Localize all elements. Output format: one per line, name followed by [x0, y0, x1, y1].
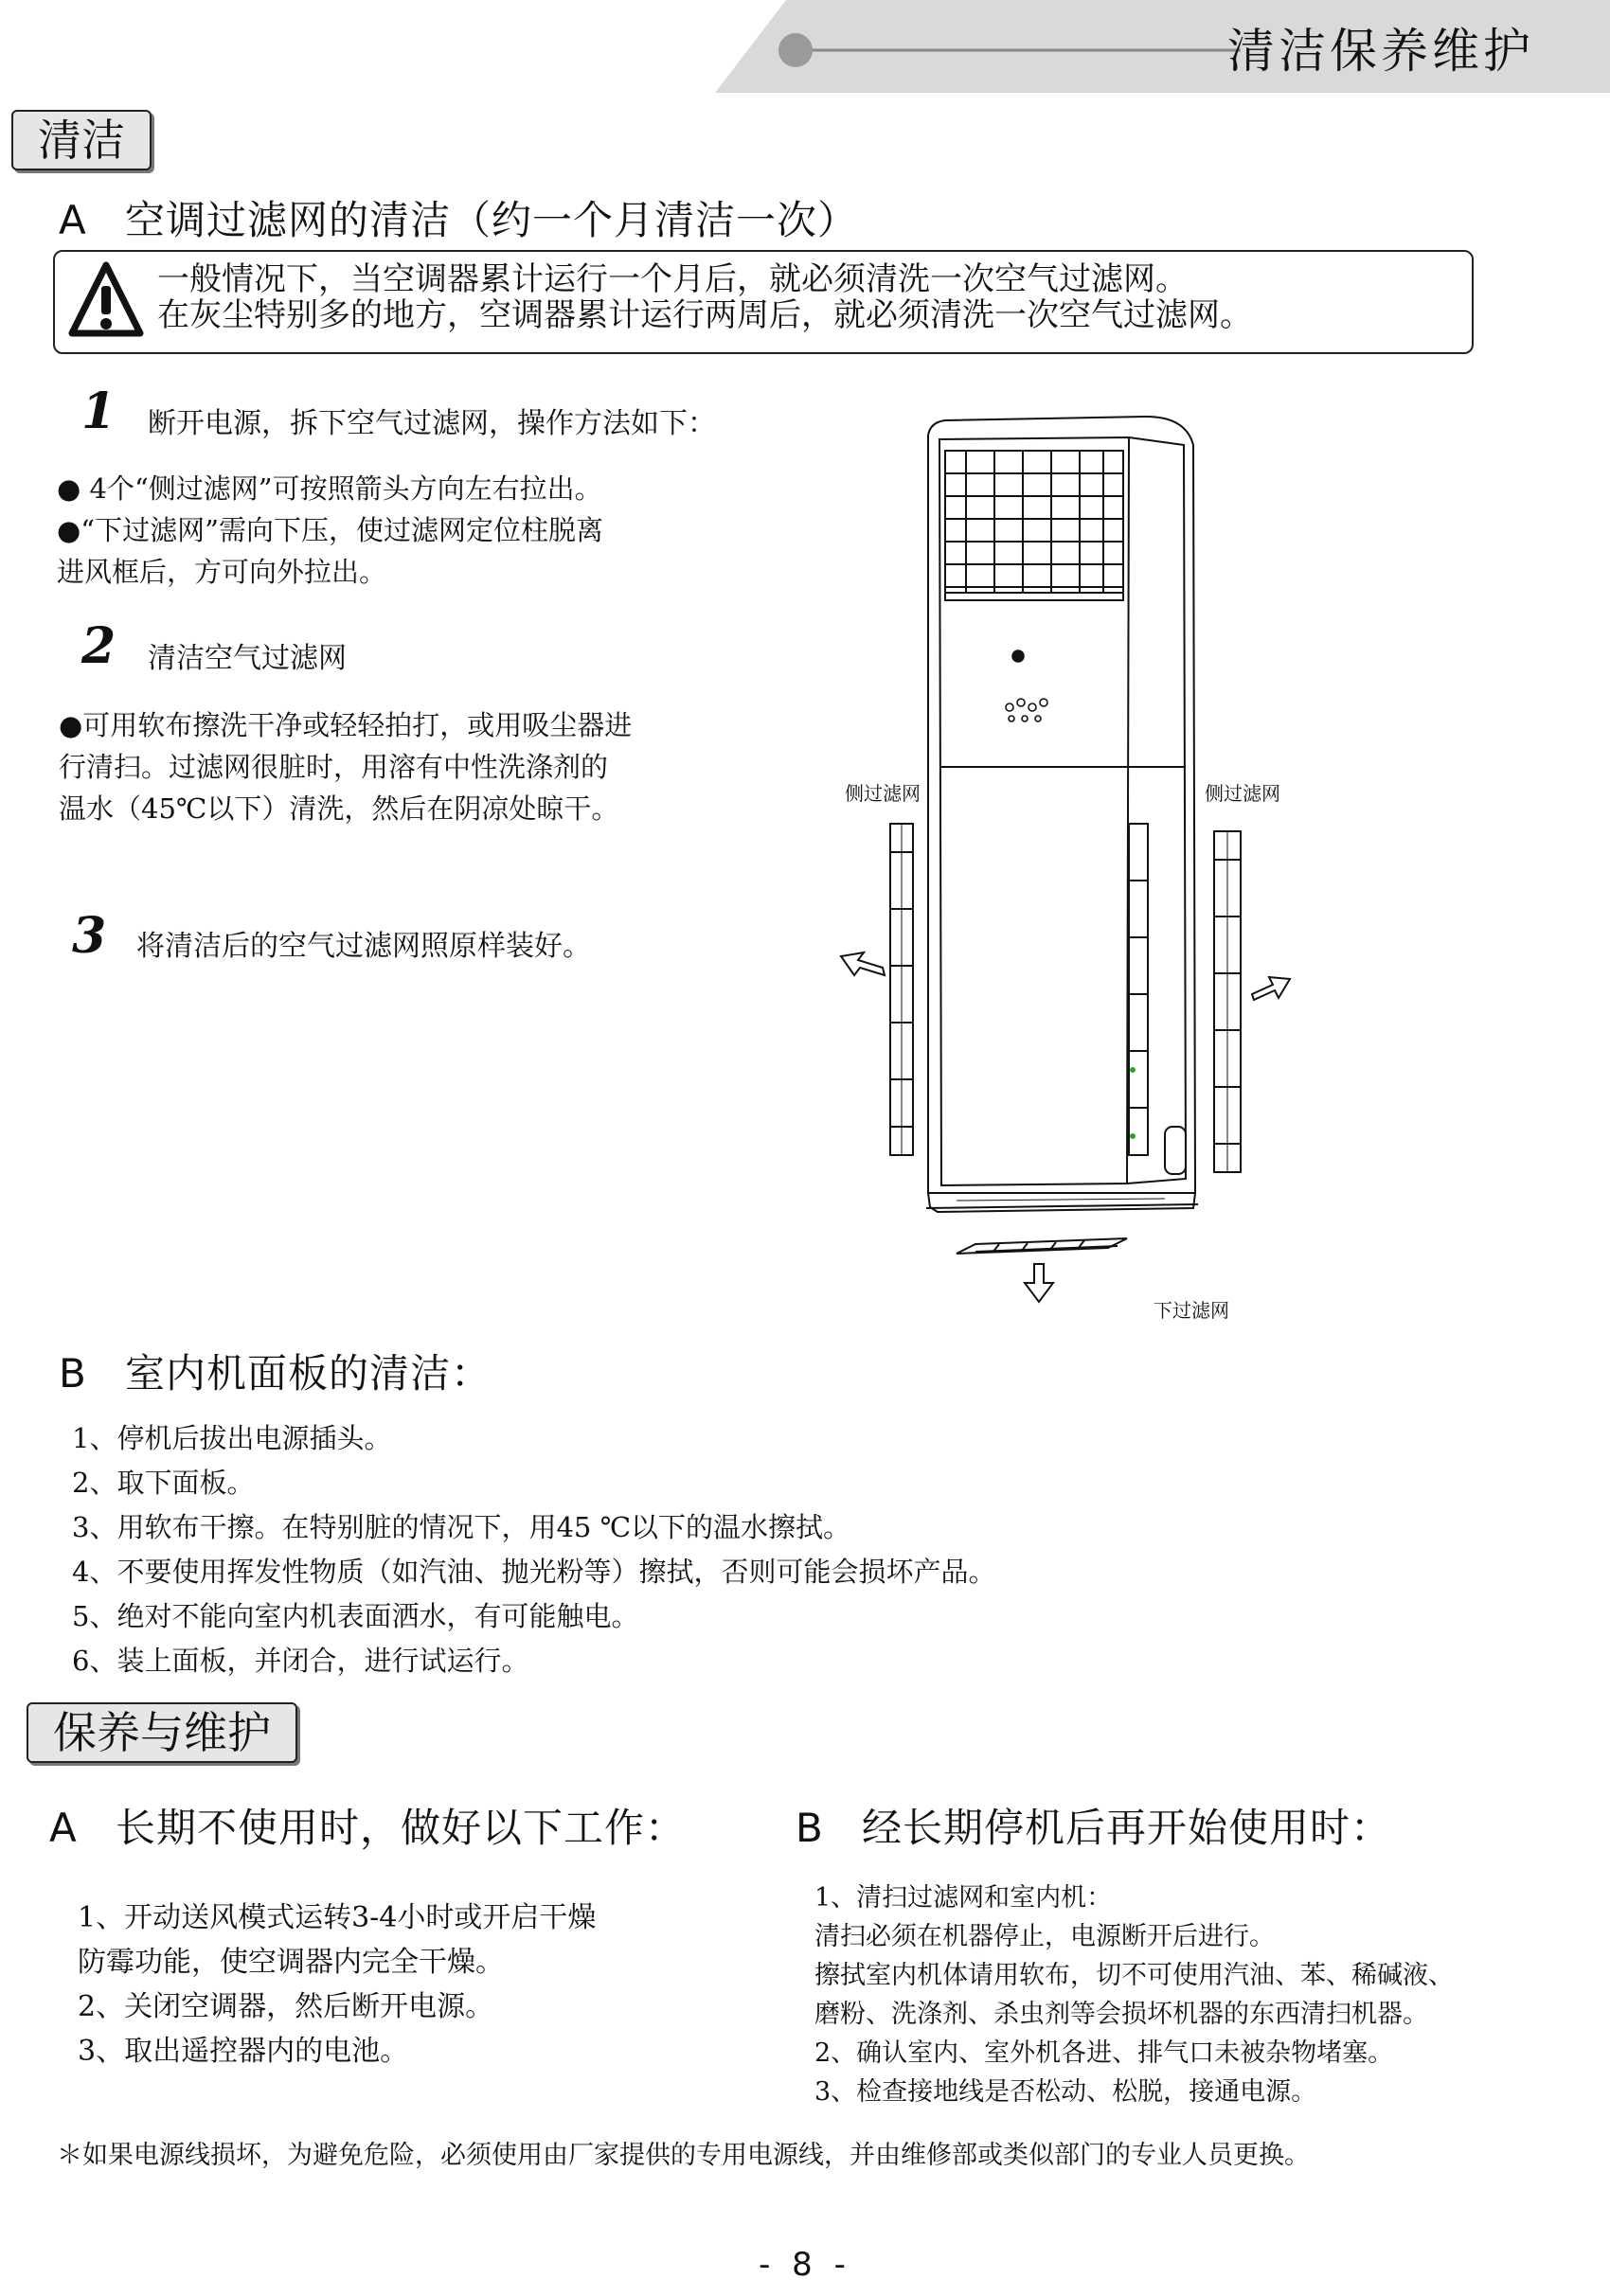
list-item: 1、开动送风模式运转3-4小时或开启干燥	[78, 1901, 597, 1934]
step-1-line-2: ●“下过滤网”需向下压，使过滤网定位柱脱离	[57, 514, 603, 546]
maintenance-a-body	[78, 1896, 596, 2074]
step-2-title: 清洁空气过滤网	[148, 642, 347, 675]
warning-text	[157, 261, 1252, 333]
ac-unit-body	[926, 417, 1198, 1212]
step-1-line-1: ● 4个“侧过滤网”可按照箭头方向左右拉出。	[57, 472, 602, 505]
bottom-filter	[957, 1238, 1127, 1254]
step-1-title: 断开电源，拆下空气过滤网，操作方法如下：	[148, 407, 716, 440]
maintenance-a-letter: A	[49, 1805, 78, 1851]
diagram-label-side-filter-right: 侧过滤网	[1205, 782, 1280, 805]
subsection-b-heading	[59, 1343, 492, 1399]
list-item: 5、绝对不能向室内机表面洒水，有可能触电。	[72, 1600, 639, 1632]
list-item: 3、检查接地线是否松动、松脱，接通电源。	[814, 2077, 1317, 2107]
air-conditioner-diagram	[824, 407, 1316, 1335]
subsection-a-letter: A	[59, 197, 87, 243]
step-2-number: 2	[81, 617, 116, 675]
list-item: 擦拭室内机体请用软布，切不可使用汽油、苯、稀碱液、	[814, 1961, 1454, 1990]
arrow-left-icon	[841, 952, 885, 975]
step-3-title: 将清洁后的空气过滤网照原样装好。	[136, 930, 591, 963]
panel-cleaning-list	[72, 1416, 995, 1683]
subsection-b-letter: B	[59, 1350, 87, 1397]
maintenance-a-heading	[49, 1797, 686, 1854]
list-item: 磨粉、洗涤剂、杀虫剂等会损坏机器的东西清扫机器。	[814, 2000, 1428, 2029]
arrow-down-icon	[1025, 1264, 1053, 1302]
step-2-line-3: 温水（45℃以下）清洗，然后在阴凉处晾干。	[59, 792, 619, 825]
section-tag-cleaning: 清洁	[11, 110, 152, 170]
step-1-line-3: 进风框后，方可向外拉出。	[57, 556, 387, 588]
list-item: 4、不要使用挥发性物质（如汽油、抛光粉等）擦拭，否则可能会损坏产品。	[72, 1556, 996, 1588]
page-header-title: 清洁保养维护	[1227, 24, 1534, 79]
step-1-body	[57, 468, 603, 593]
warning-triangle-icon	[68, 259, 144, 339]
step-3-number: 3	[72, 907, 107, 965]
warning-line-1: 一般情况下，当空调器累计运行一个月后，就必须清洗一次空气过滤网。	[157, 260, 1188, 298]
list-item: 2、关闭空调器，然后断开电源。	[78, 1990, 494, 2023]
subsection-b-title: 室内机面板的清洁：	[125, 1350, 492, 1397]
list-item: 2、确认室内、室外机各进、排气口未被杂物堵塞。	[814, 2038, 1394, 2068]
diagram-label-side-filter-left: 侧过滤网	[845, 782, 921, 805]
list-item: 3、用软布干擦。在特别脏的情况下，用45 ℃以下的温水擦拭。	[72, 1511, 851, 1543]
section-tag-maintenance: 保养与维护	[27, 1702, 297, 1763]
maintenance-b-heading	[796, 1797, 1391, 1854]
right-side-filter	[1214, 831, 1241, 1172]
maintenance-a-title: 长期不使用时，做好以下工作：	[116, 1805, 687, 1851]
arrow-right-icon	[1252, 977, 1290, 1000]
maintenance-b-title: 经长期停机后再开始使用时：	[862, 1805, 1392, 1851]
subsection-a-title: 空调过滤网的清洁（约一个月清洁一次）	[125, 197, 859, 243]
step-2-line-2: 行清扫。过滤网很脏时，用溶有中性洗涤剂的	[59, 751, 609, 783]
diagram-label-bottom-filter: 下过滤网	[1154, 1299, 1229, 1322]
warning-line-2: 在灰尘特别多的地方，空调器累计运行两周后，就必须清洗一次空气过滤网。	[157, 296, 1252, 334]
maintenance-b-body	[814, 1878, 1454, 2111]
page-number: - 8 -	[759, 2246, 851, 2284]
subsection-a-heading	[59, 189, 858, 246]
list-item: 1、停机后拔出电源插头。	[72, 1422, 392, 1454]
step-2-line-1: ●可用软布擦洗干净或轻轻拍打，或用吸尘器进	[59, 709, 633, 741]
step-1-number: 1	[81, 383, 116, 440]
maintenance-b-letter: B	[796, 1805, 824, 1851]
list-item: 1、清扫过滤网和室内机：	[814, 1883, 1113, 1913]
list-item: 6、装上面板，并闭合，进行试运行。	[72, 1645, 529, 1677]
list-item: 3、取出遥控器内的电池。	[78, 2035, 409, 2068]
step-2-body	[59, 704, 632, 829]
footnote: ＊如果电源线损坏，为避免危险，必须使用由厂家提供的专用电源线，并由维修部或类似部门的专业人员更换。	[57, 2141, 1310, 2170]
list-item: 防霉功能，使空调器内完全干燥。	[78, 1946, 504, 1979]
list-item: 清扫必须在机器停止，电源断开后进行。	[814, 1922, 1275, 1951]
left-side-filter	[890, 824, 913, 1155]
warning-box	[53, 250, 1474, 354]
list-item: 2、取下面板。	[72, 1467, 255, 1499]
